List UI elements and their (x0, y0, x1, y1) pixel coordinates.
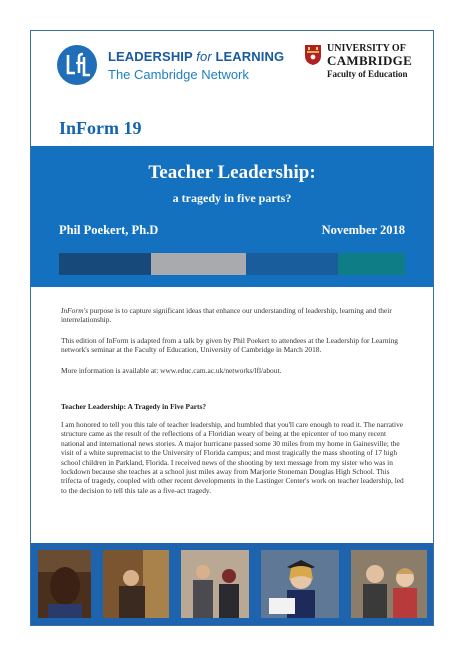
author: Phil Poekert, Ph.D (59, 223, 159, 237)
intro-paragraph-2: This edition of InForm is adapted from a talk by given by Phil Poekert to attendees at the Leadership for Learning network's seminar at the Faculty of Education, University of Cambridge in March 2018. (61, 336, 399, 355)
lfl-subtitle: The Cambridge Network (108, 67, 249, 82)
stripe-1 (59, 253, 151, 275)
photo-boy (38, 550, 91, 618)
faculty-line: Faculty of Education (327, 69, 408, 79)
photo-graduate (261, 550, 339, 618)
cambridge-shield-icon (305, 45, 321, 65)
leadership-for-learning-logo (57, 45, 97, 85)
stripe-2 (151, 253, 246, 275)
intro-paragraph-1: InForm's purpose is to capture significant ideas that enhance our understanding of leadership, learning and their interrelationship. (61, 306, 392, 325)
stripe-3 (246, 253, 338, 275)
photo-presenter (103, 550, 169, 618)
stripe-4 (338, 253, 405, 275)
title-band (31, 146, 433, 287)
intro-paragraph-3: More information is available at: www.educ.cam.ac.uk/networks/lfl/about. (61, 366, 282, 375)
photo-group (181, 550, 249, 618)
issue-title: InForm 19 (59, 118, 142, 138)
color-stripes (59, 253, 405, 275)
photo-strip (31, 543, 433, 625)
article-heading: Teacher Leadership: A Tragedy in Five Parts? (61, 402, 207, 411)
cambridge-line2: CAMBRIDGE (327, 53, 413, 68)
publication-date: November 2018 (321, 223, 405, 237)
photo-couple (351, 550, 427, 618)
cambridge-line1: UNIVERSITY OF (327, 43, 406, 54)
article-body: I am honored to tell you this tale of teacher leadership, and humbled that you'll care enough to read it. The narrative structure came as the result of the reflections of a Floridian weary of being at the epicenter of too many recent national and international news stories. A major hurricane passed some 30 miles from my home in Gainesville; the visit of a white supremacist to the University of Florida campus; and most tragically the mass shooting of 17 high school children in Parkland, Florida. I received news of the shooting by text message from my sister who was in lockdown because she teaches at a school just miles away from Marjorie Stoneman Douglas High School. This trifecta of tragedy, coupled with other recent developments in the Lastinger Center's work on teacher leadership, led to the decision to tell this tale as a five-act tragedy. (61, 420, 404, 495)
header (31, 31, 433, 99)
lfl-title: LEADERSHIP for LEARNING (108, 49, 285, 64)
cover-page (30, 30, 434, 626)
main-subtitle: a tragedy in five parts? (172, 191, 292, 205)
main-title: Teacher Leadership: (148, 162, 316, 183)
